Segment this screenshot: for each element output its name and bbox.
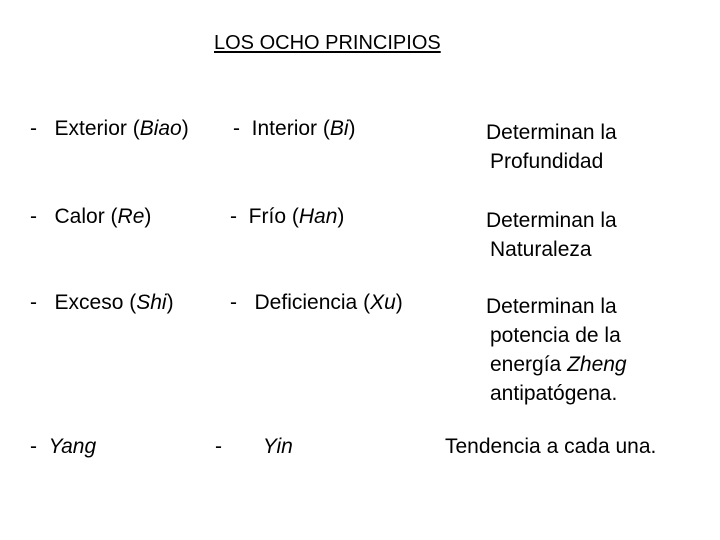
principle-label: Exterior (	[54, 117, 140, 140]
paren: )	[395, 291, 403, 314]
result-line: Naturaleza	[490, 238, 592, 261]
result-depth	[486, 118, 617, 176]
result-potency	[486, 292, 627, 408]
result-term: Zheng	[567, 353, 627, 376]
paren: )	[348, 117, 356, 140]
result-line: potencia de la	[490, 324, 621, 347]
dash: -	[30, 291, 37, 314]
principle-term: Bi	[329, 117, 349, 140]
result-line: Determinan la	[486, 121, 617, 144]
principle-heat	[30, 206, 151, 227]
principle-label: Calor (	[54, 205, 118, 228]
principle-label: Frío (	[248, 205, 299, 228]
dash: -	[230, 205, 237, 228]
paren: )	[337, 205, 345, 228]
paren: )	[166, 291, 174, 314]
principle-yang	[30, 436, 96, 457]
principle-term: Yang	[48, 435, 97, 458]
result-line: antipatógena.	[490, 382, 618, 405]
page-title: LOS OCHO PRINCIPIOS	[214, 32, 441, 54]
dash: -	[30, 205, 37, 228]
result-line	[486, 350, 627, 379]
result-tendency: Tendencia a cada una.	[445, 435, 657, 458]
principle-yin	[215, 436, 293, 457]
principle-interior	[233, 118, 356, 139]
result-line: Determinan la	[486, 295, 617, 318]
principle-label: Interior (	[251, 117, 330, 140]
result-nature	[486, 206, 617, 264]
principle-cold	[230, 206, 344, 227]
result-line: Profundidad	[490, 150, 604, 173]
principle-deficiency	[230, 292, 403, 313]
dash: -	[230, 291, 237, 314]
principle-term: Han	[298, 205, 338, 228]
dash: -	[30, 435, 37, 458]
principle-term: Shi	[136, 291, 167, 314]
paren: )	[144, 205, 152, 228]
principle-label: Deficiencia (	[254, 291, 371, 314]
dash: -	[30, 117, 37, 140]
principle-exterior	[30, 118, 189, 139]
principle-term: Xu	[370, 291, 396, 314]
principle-term: Yin	[262, 435, 293, 458]
dash: -	[215, 435, 222, 458]
result-line: Determinan la	[486, 209, 617, 232]
principle-term: Biao	[139, 117, 182, 140]
paren: )	[181, 117, 189, 140]
principle-term: Re	[117, 205, 145, 228]
dash: -	[233, 117, 240, 140]
result-line-text: energía	[490, 353, 568, 376]
principle-label: Exceso (	[54, 291, 137, 314]
principle-excess	[30, 292, 174, 313]
